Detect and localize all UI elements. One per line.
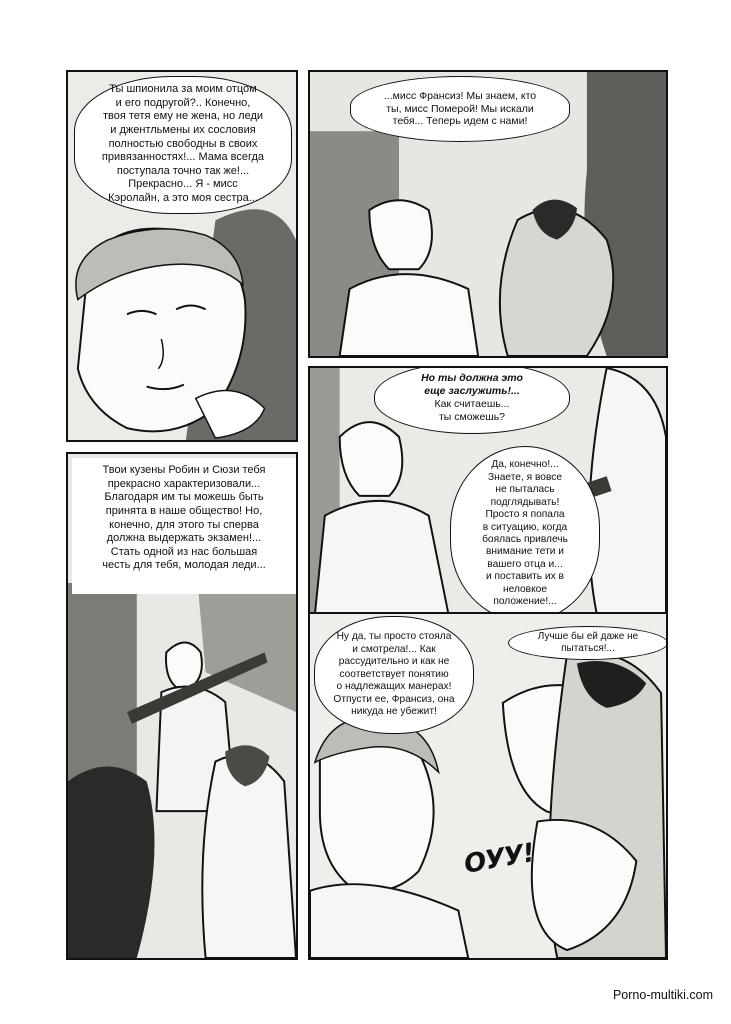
panel-3 — [308, 366, 668, 616]
bubble-text: Да, конечно!... Знаете, я вовсе не пыталась подглядывать! Просто я попала в ситуацию, когда боялась привлечь внимание тети и вашего отца и... и поставить их в неловкое положение!... — [482, 459, 568, 608]
speech-caption — [74, 76, 292, 214]
speech-bubble-2 — [450, 446, 600, 616]
bubble-text-emphasis: Но ты должна это еще заслужить!... — [421, 372, 523, 398]
speech-bubble-2 — [508, 626, 668, 660]
panel-2 — [308, 70, 668, 358]
panel-4 — [66, 452, 298, 960]
panel-5 — [308, 612, 668, 960]
bubble-text: Как считаешь... ты сможешь? — [434, 398, 510, 423]
speech-bubble-1 — [374, 366, 570, 434]
speech-bubble-1 — [314, 616, 474, 734]
sound-effect: ОУУ! — [461, 838, 537, 880]
bubble-text: Лучше бы ей даже не пытаться!... — [537, 630, 639, 654]
caption-box — [72, 458, 296, 594]
panel-1 — [66, 70, 298, 442]
caption-text: Ты шпионила за моим отцом и его подругой?.. Конечно, твоя тетя ему не жена, но леди и джентльмены их сословия полностью свободны в своих привязанностях!... Мама всегда поступала точно так же!... Прекрасно... Я - мисс Кэролайн, а это моя сестра... — [101, 83, 265, 204]
watermark: Porno-multiki.com — [612, 988, 713, 1002]
speech-bubble — [350, 76, 570, 142]
bubble-text: ...мисс Франсиз! Мы знаем, кто ты, мисс Померой! Мы искали тебя... Теперь идем с нами! — [383, 89, 537, 128]
caption-text: Твои кузены Робин и Сюзи тебя прекрасно характеризовали... Благодаря им ты можешь быть принята в наше общество! Но, конечно, для этого ты сперва должна выдержать экзамен!... Стать одной из нас большая честь для тебя, молодая леди... — [102, 464, 266, 572]
bubble-text: Ну да, ты просто стояла и смотрела!... Как рассудительно и как не соответствует понятию о надлежащих манерах! Отпусти ее, Франсиз, она никуда не убежит! — [333, 631, 455, 718]
